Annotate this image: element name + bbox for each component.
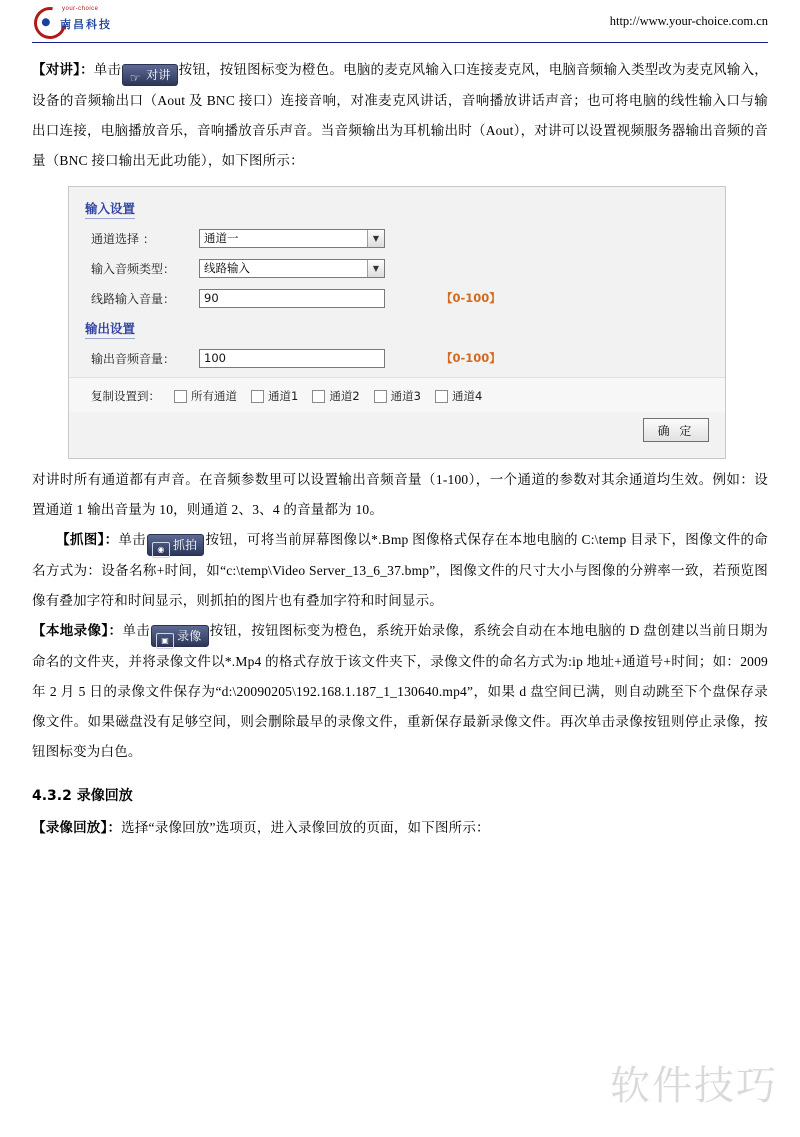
chevron-down-icon[interactable]: ▼ — [367, 230, 384, 247]
audio-input-type-select[interactable] — [199, 259, 385, 278]
section-heading: 4.3.2 录像回放 — [32, 788, 133, 804]
row-audio-input-type — [91, 257, 713, 279]
paragraph-snapshot-lead: 【抓图】： — [56, 532, 119, 547]
channel-select-value: 通道一 — [204, 231, 239, 245]
paragraph-talk — [32, 55, 768, 176]
checkbox-channel-1[interactable] — [251, 390, 264, 403]
checkbox-channel-4[interactable] — [435, 390, 448, 403]
paragraph-snapshot-before: 单击 — [118, 532, 146, 547]
line-in-volume-label: 线路输入音量： — [91, 291, 176, 306]
row-channel-select — [91, 227, 713, 249]
watermark: 软件技巧 — [610, 1063, 778, 1109]
record-button-chip-label: 录像 — [177, 629, 202, 643]
output-volume-input[interactable]: 100 — [199, 349, 385, 368]
paragraph-record-after: 按钮，按钮图标变为橙色，系统开始录像，系统会自动在本地电脑的 D 盘创建以当前日期为命名的文件夹，并将录像文件以*.Mp4 的格式存放于该文件夹下，录像文件的命名方式为:ip 地址+通道号+时间；如：2009 年 2 月 5 日的录像文件保存为“d:\20090205\192.168.1.187_1_130640.mp4”，如果 d 盘空间已满，则自动跳至下个盘保存录像文件。如果磁盘没有足够空间，则会删除最早的录像文件，重新保存最新录像文件。再次单击录像按钮则停止录像，按钮图标变为白色。 — [32, 623, 768, 759]
paragraph-snapshot-after: 按钮，可将当前屏幕图像以*.Bmp 图像格式保存在本地电脑的 C:\temp 目录下，图像文件的命名方式为：设备名称+时间，如“c:\temp\Video Server_13_6_37.bmp”，图像文件的尺寸大小与图像的分辨率一致，若预览图像有叠加字符和时间显示，则抓拍的图片也有叠加字符和时间显示。 — [32, 532, 768, 608]
audio-settings-dialog — [68, 186, 726, 459]
talk-button-chip[interactable] — [122, 64, 177, 86]
output-volume-label: 输出音频音量： — [91, 351, 176, 366]
input-settings-group — [81, 197, 713, 369]
page-header — [32, 6, 768, 43]
paragraph-snapshot — [32, 525, 768, 616]
paragraph-playback-lead: 【录像回放】： — [32, 820, 122, 835]
paragraph-playback — [32, 813, 768, 843]
copy-settings-band — [69, 377, 725, 412]
dialog-footer — [81, 412, 713, 448]
output-settings-title: 输出设置 — [85, 319, 135, 339]
copy-settings-row — [91, 388, 713, 404]
line-in-volume-hint: 【0-100】 — [441, 291, 501, 305]
copy-option-label: 通道2 — [329, 389, 360, 403]
copy-option-label: 所有通道 — [191, 389, 237, 403]
paragraph-record-before: 单击 — [122, 623, 151, 638]
header-url: http://www.your-choice.com.cn — [609, 14, 768, 28]
row-output-volume — [91, 347, 713, 369]
paragraph-record-lead: 【本地录像】： — [32, 623, 123, 638]
document-page — [0, 6, 800, 1137]
checkbox-channel-3[interactable] — [374, 390, 387, 403]
output-volume-hint: 【0-100】 — [441, 351, 501, 365]
snapshot-button-chip[interactable] — [147, 534, 204, 556]
input-settings-title: 输入设置 — [85, 199, 135, 219]
paragraph-playback-text: 选择“录像回放”选项页，进入录像回放的页面，如下图所示： — [121, 820, 490, 835]
audio-input-type-label: 输入音频类型： — [91, 261, 176, 276]
checkbox-all-channels[interactable] — [174, 390, 187, 403]
copy-option-label: 通道3 — [390, 389, 421, 403]
row-line-in-volume — [91, 287, 713, 309]
confirm-button[interactable]: 确 定 — [643, 418, 709, 442]
copy-option-label: 通道1 — [268, 389, 299, 403]
snapshot-button-chip-label: 抓拍 — [172, 538, 198, 552]
paragraph-talk-lead: 【对讲】： — [32, 62, 94, 77]
paragraph-after-figure: 对讲时所有通道都有声音。在音频参数里可以设置输出音频音量（1-100），一个通道的参数对其余通道均生效。例如：设置通道 1 输出音量为 10，则通道 2、3、4 的音量都为 10。 — [32, 472, 768, 517]
talk-button-chip-label: 对讲 — [146, 68, 171, 82]
paragraph-talk-after: 按钮，按钮图标变为橙色。电脑的麦克风输入口连接麦克风，电脑音频输入类型改为麦克风输入，设备的音频输出口（Aout 及 BNC 接口）连接音响，对准麦克风讲话，音响播放讲话声音；也可将电脑的线性输入口与输出口连接，电脑播放音乐，音响播放音乐声音。当音频输出为耳机输出时（Aout），对讲可以设置视频服务器输出音频的音量（BNC 接口输出无此功能），如下图所示： — [32, 62, 769, 168]
record-button-chip[interactable] — [151, 625, 208, 647]
line-in-volume-input[interactable]: 90 — [199, 289, 385, 308]
paragraph-talk-before: 单击 — [93, 62, 122, 77]
logo-english-text: your-choice — [62, 6, 99, 12]
channel-select-label: 通道选择 ： — [91, 231, 155, 246]
headset-icon: ☞ — [129, 71, 141, 85]
checkbox-channel-2[interactable] — [312, 390, 325, 403]
camera-icon: ◉ — [152, 542, 170, 558]
logo-chinese-text: 南昌科技 — [60, 18, 112, 31]
video-camera-icon: ▣ — [156, 633, 174, 649]
paragraph-record — [32, 616, 768, 767]
copy-option-label: 通道4 — [451, 389, 483, 403]
audio-input-type-value: 线路输入 — [204, 261, 250, 275]
copy-settings-label: 复制设置到： — [91, 389, 160, 403]
company-logo — [32, 6, 142, 36]
chevron-down-icon[interactable]: ▼ — [367, 260, 384, 277]
channel-select[interactable] — [199, 229, 385, 248]
